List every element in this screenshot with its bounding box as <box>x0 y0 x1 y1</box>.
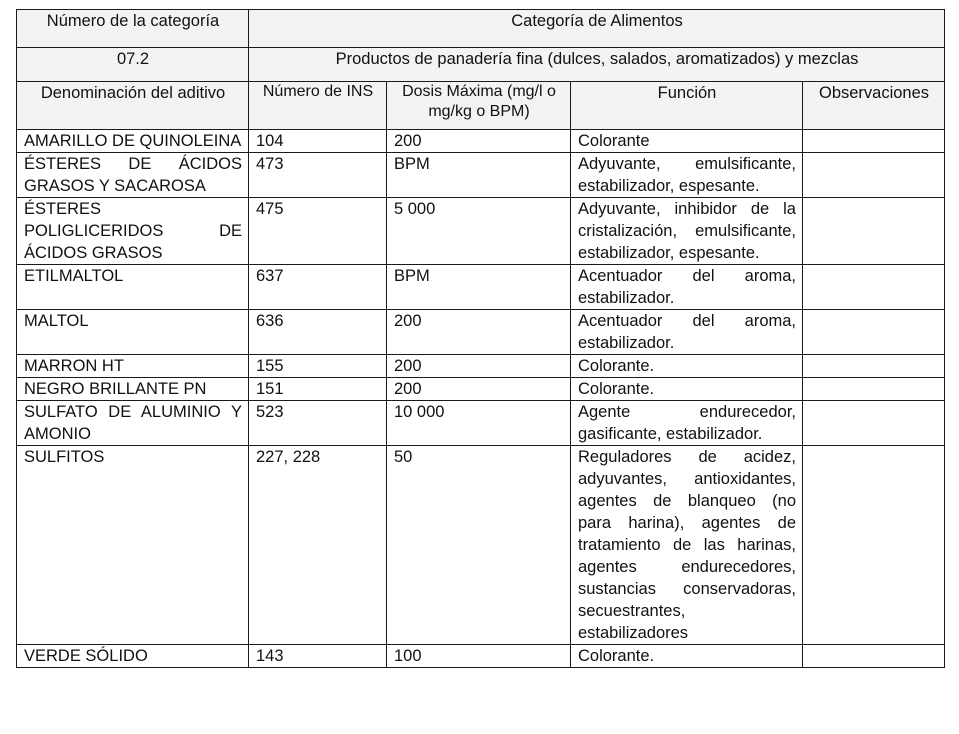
additives-table <box>16 9 945 668</box>
additive-name-cell: MARRON HT <box>17 355 249 378</box>
function-cell: Colorante. <box>571 378 803 401</box>
max-dose-cell: 200 <box>387 378 571 401</box>
column-header-row <box>17 82 945 130</box>
table-row <box>17 401 945 446</box>
table-row <box>17 130 945 153</box>
max-dose-cell: 10 000 <box>387 401 571 446</box>
function-cell: Adyuvante, emulsificante, estabilizador, espesante. <box>571 153 803 198</box>
max-dose-cell: 200 <box>387 130 571 153</box>
observations-cell <box>803 645 945 668</box>
table-row <box>17 355 945 378</box>
column-header-max-dose: Dosis Máxima (mg/l o mg/kg o BPM) <box>387 82 571 130</box>
table-row <box>17 153 945 198</box>
function-cell: Colorante <box>571 130 803 153</box>
function-cell: Acentuador del aroma, estabilizador. <box>571 265 803 310</box>
max-dose-cell: 5 000 <box>387 198 571 265</box>
ins-number-cell: 143 <box>249 645 387 668</box>
max-dose-cell: BPM <box>387 265 571 310</box>
additive-name-cell: VERDE SÓLIDO <box>17 645 249 668</box>
observations-cell <box>803 446 945 645</box>
category-number-value: 07.2 <box>17 48 249 82</box>
additive-name-cell: SULFITOS <box>17 446 249 645</box>
max-dose-cell: BPM <box>387 153 571 198</box>
food-category-value: Productos de panadería fina (dulces, salados, aromatizados) y mezclas <box>249 48 945 82</box>
function-cell: Colorante. <box>571 355 803 378</box>
category-number-label: Número de la categoría <box>17 10 249 48</box>
table-row <box>17 645 945 668</box>
observations-cell <box>803 355 945 378</box>
category-header-row <box>17 10 945 48</box>
ins-number-cell: 227, 228 <box>249 446 387 645</box>
observations-cell <box>803 153 945 198</box>
max-dose-cell: 200 <box>387 355 571 378</box>
observations-cell <box>803 310 945 355</box>
ins-number-cell: 473 <box>249 153 387 198</box>
additive-name-cell: ÉSTERES POLIGLICERIDOS DE ÁCIDOS GRASOS <box>17 198 249 265</box>
table-row <box>17 198 945 265</box>
table-row <box>17 446 945 645</box>
ins-number-cell: 637 <box>249 265 387 310</box>
max-dose-cell: 200 <box>387 310 571 355</box>
column-header-additive-name: Denominación del aditivo <box>17 82 249 130</box>
ins-number-cell: 104 <box>249 130 387 153</box>
table-row <box>17 378 945 401</box>
observations-cell <box>803 130 945 153</box>
category-value-row <box>17 48 945 82</box>
function-cell: Reguladores de acidez, adyuvantes, antioxidantes, agentes de blanqueo (no para harina), agentes de tratamiento de las harinas, agentes endurecedores, sustancias conservadoras, secuestrantes, estabilizadores <box>571 446 803 645</box>
column-header-function: Función <box>571 82 803 130</box>
additive-name-cell: ETILMALTOL <box>17 265 249 310</box>
column-header-ins-number: Número de INS <box>249 82 387 130</box>
ins-number-cell: 636 <box>249 310 387 355</box>
additive-name-cell: AMARILLO DE QUINOLEINA <box>17 130 249 153</box>
observations-cell <box>803 265 945 310</box>
ins-number-cell: 155 <box>249 355 387 378</box>
observations-cell <box>803 198 945 265</box>
additive-name-cell: SULFATO DE ALUMINIO Y AMONIO <box>17 401 249 446</box>
max-dose-cell: 100 <box>387 645 571 668</box>
additive-name-cell: NEGRO BRILLANTE PN <box>17 378 249 401</box>
max-dose-cell: 50 <box>387 446 571 645</box>
table-row <box>17 310 945 355</box>
ins-number-cell: 523 <box>249 401 387 446</box>
column-header-observations: Observaciones <box>803 82 945 130</box>
function-cell: Adyuvante, inhibidor de la cristalización, emulsificante, estabilizador, espesante. <box>571 198 803 265</box>
observations-cell <box>803 378 945 401</box>
ins-number-cell: 151 <box>249 378 387 401</box>
additive-name-cell: MALTOL <box>17 310 249 355</box>
food-category-label: Categoría de Alimentos <box>249 10 945 48</box>
function-cell: Colorante. <box>571 645 803 668</box>
function-cell: Acentuador del aroma, estabilizador. <box>571 310 803 355</box>
ins-number-cell: 475 <box>249 198 387 265</box>
function-cell: Agente endurecedor, gasificante, estabilizador. <box>571 401 803 446</box>
additive-name-cell: ÉSTERES DE ÁCIDOS GRASOS Y SACAROSA <box>17 153 249 198</box>
observations-cell <box>803 401 945 446</box>
table-row <box>17 265 945 310</box>
